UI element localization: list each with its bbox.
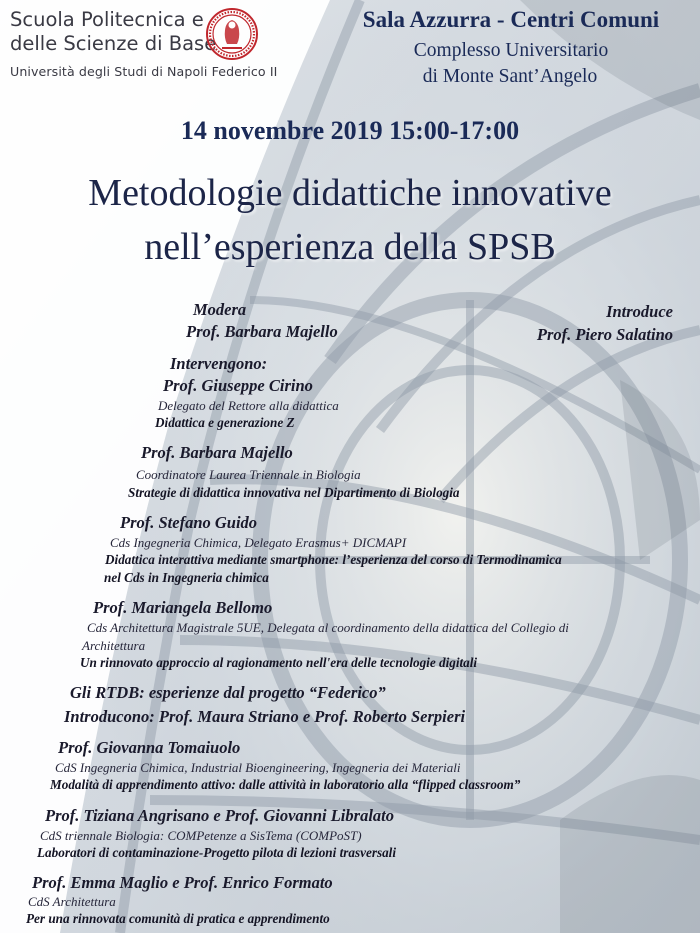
- introducer-name: Prof. Piero Salatino: [536, 325, 673, 344]
- speaker-role: CdS Architettura: [28, 894, 116, 909]
- speaker-talk: Didattica interattiva mediante smartphone: l’esperienza del corso di Termodinamica: [105, 552, 562, 567]
- university-seal-icon: [206, 8, 258, 60]
- speaker-role: Cds Architettura Magistrale 5UE, Delegata al coordinamento della didattica del Collegio di: [87, 620, 569, 635]
- speaker-talk: Un rinnovato approccio al ragionamento nell'era delle tecnologie digitali: [80, 655, 478, 670]
- rtdb-introducers: Introducono: Prof. Maura Striano e Prof. Roberto Serpieri: [64, 707, 466, 726]
- speaker-talk: Per una rinnovata comunità di pratica e apprendimento: [26, 911, 330, 926]
- introducer-label: Introduce: [606, 302, 673, 321]
- speaker-role: Cds Ingegneria Chimica, Delegato Erasmus+ DICMAPI: [110, 535, 407, 550]
- speaker-role: Delegato del Rettore alla didattica: [158, 398, 339, 413]
- moderator-label: Modera: [193, 300, 247, 319]
- speakers-label: Intervengono:: [170, 354, 268, 373]
- moderator-name: Prof. Barbara Majello: [186, 322, 338, 341]
- speaker-name: Prof. Tiziana Angrisano e Prof. Giovanni Libralato: [45, 806, 394, 825]
- event-title-line-2: nell’esperienza della SPSB: [144, 226, 556, 268]
- event-datetime: 14 novembre 2019 15:00-17:00: [180, 116, 520, 145]
- logo-title-line-2: delle Scienze di Base: [10, 32, 217, 55]
- speaker-name: Prof. Mariangela Bellomo: [93, 598, 273, 617]
- speaker-name: Prof. Emma Maglio e Prof. Enrico Formato: [32, 873, 333, 892]
- speaker-talk: Modalità di apprendimento attivo: dalle attività in laboratorio alla “flipped classroom”: [50, 777, 521, 792]
- venue-complex-line-1: Complesso Universitario: [413, 40, 609, 61]
- rtdb-heading: Gli RTDB: esperienze dal progetto “Federico”: [70, 683, 386, 702]
- venue-complex-line-2: di Monte Sant’Angelo: [422, 66, 598, 87]
- speaker-talk-continued: nel Cds in Ingegneria chimica: [104, 570, 269, 585]
- event-title-line-1: Metodologie didattiche innovative: [88, 172, 612, 214]
- speaker-name: Prof. Barbara Majello: [141, 443, 293, 462]
- speaker-name: Prof. Stefano Guido: [120, 513, 258, 532]
- speaker-talk: Didattica e generazione Z: [155, 415, 295, 430]
- venue-room: Sala Azzurra - Centri Comuni: [362, 7, 660, 32]
- speaker-role-continued: Architettura: [82, 638, 146, 653]
- speaker-name: Prof. Giuseppe Cirino: [163, 376, 313, 395]
- speaker-talk: Strategie di didattica innovativa nel Dipartimento di Biologia: [128, 485, 460, 500]
- university-name: Università degli Studi di Napoli Federico II: [10, 64, 278, 79]
- speaker-talk: Laboratori di contaminazione-Progetto pilota di lezioni trasversali: [37, 845, 397, 860]
- speaker-role: Coordinatore Laurea Triennale in Biologia: [136, 467, 361, 482]
- speaker-role: CdS Ingegneria Chimica, Industrial Bioengineering, Ingegneria dei Materiali: [55, 760, 461, 775]
- speaker-name: Prof. Giovanna Tomaiuolo: [58, 738, 241, 757]
- logo-title-line-1: Scuola Politecnica e: [10, 8, 204, 31]
- speaker-role: CdS triennale Biologia: COMPetenze a SisTema (COMPoST): [40, 828, 362, 843]
